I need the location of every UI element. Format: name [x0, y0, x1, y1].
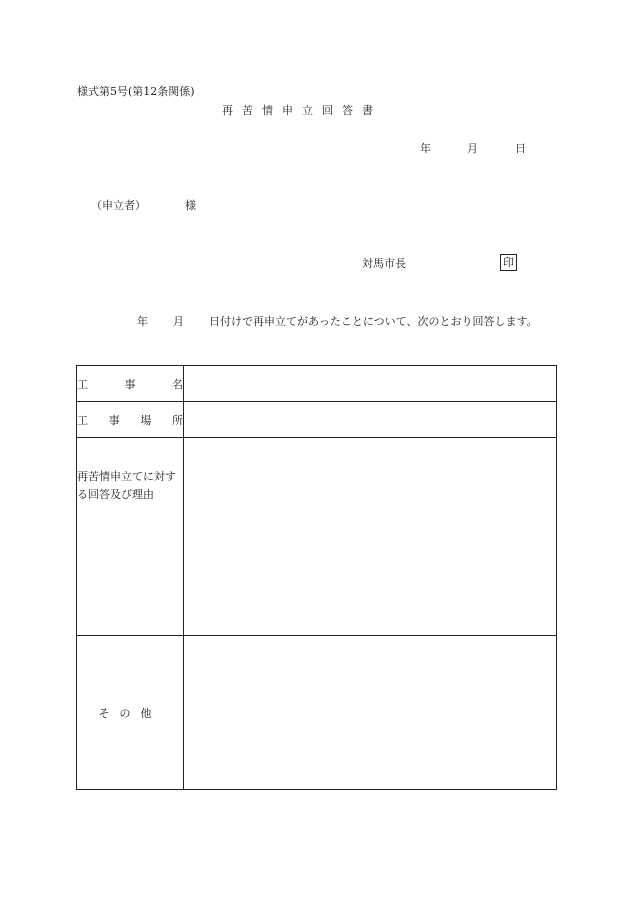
other-label: その他 — [77, 636, 184, 790]
date-year-label: 年 — [420, 142, 431, 155]
body-rest: 日付けで再申立てがあったことについて、次のとおり回答します。 — [209, 315, 538, 328]
response-reason-label: 再苦情申立てに対する回答及び理由 — [77, 438, 184, 636]
label-char: 工 — [77, 377, 88, 391]
label-char: 名 — [172, 377, 183, 391]
label-char: 場 — [140, 413, 152, 427]
label-char: 事 — [124, 377, 136, 391]
form-number: 様式第5号(第12条関係) — [77, 85, 195, 98]
table-row-construction-name — [77, 366, 557, 402]
date-day-label: 日 — [515, 142, 526, 155]
construction-name-field[interactable] — [184, 366, 557, 402]
other-field[interactable] — [184, 636, 557, 790]
applicant-label: （申立者） — [91, 199, 146, 212]
date-month-label: 月 — [467, 142, 478, 155]
body-text — [77, 312, 557, 331]
table-row-other — [77, 636, 557, 790]
issuer-name: 対馬市長 — [362, 257, 406, 270]
label-char: 所 — [171, 413, 183, 427]
construction-site-field[interactable] — [184, 402, 557, 438]
document-title: 再苦情申立回答書 — [222, 104, 382, 117]
label-char: 工 — [77, 413, 88, 427]
construction-name-label — [77, 366, 184, 402]
label-char: 事 — [108, 413, 120, 427]
honorific-label: 様 — [185, 199, 196, 212]
construction-site-label — [77, 402, 184, 438]
body-month: 月 — [173, 315, 184, 328]
table-row-response-reason — [77, 438, 557, 636]
seal-mark: 印 — [500, 254, 517, 271]
response-reason-field[interactable] — [184, 438, 557, 636]
table-row-construction-site — [77, 402, 557, 438]
body-year: 年 — [137, 315, 148, 328]
response-form-table — [76, 365, 557, 790]
